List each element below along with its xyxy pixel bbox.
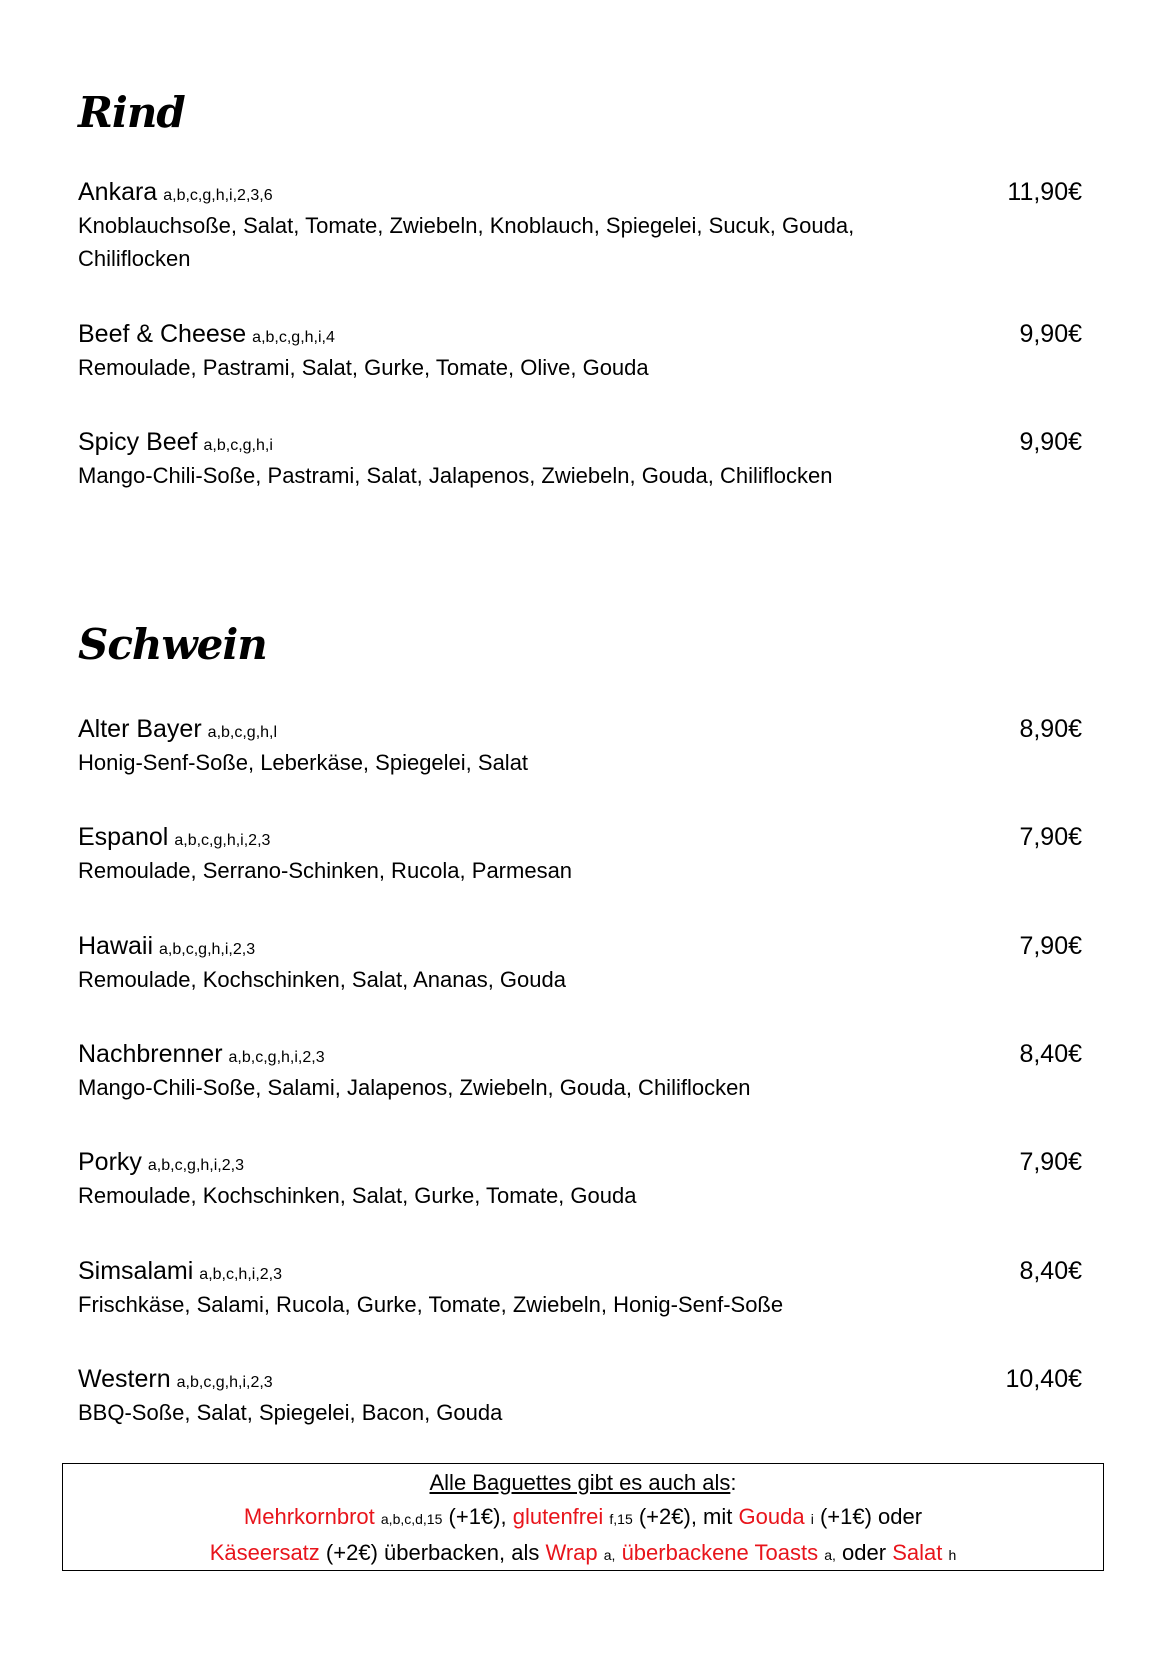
item-allergens: a,b,c,g,h,i,4 [252, 329, 335, 346]
option-salat-allergens: h [948, 1547, 957, 1563]
item-description: Knoblauchsoße, Salat, Tomate, Zwiebeln, Knoblauch, Spiegelei, Sucuk, Gouda, Chiliflocken [78, 213, 855, 271]
option-wrap: Wrap [545, 1540, 598, 1565]
item-name: Nachbrenner [78, 1040, 223, 1068]
menu-item [78, 428, 1082, 492]
menu-item [78, 715, 1082, 779]
option-gouda-price: (+1€) oder [819, 1504, 923, 1529]
item-price: 7,90€ [1019, 932, 1082, 960]
item-price: 9,90€ [1019, 428, 1082, 456]
section-title-rind: Rind [78, 88, 185, 137]
option-mehrkornbrot-price: (+1€), [448, 1504, 507, 1529]
item-description: Remoulade, Pastrami, Salat, Gurke, Tomate, Olive, Gouda [78, 355, 649, 380]
info-heading-colon: : [730, 1470, 737, 1495]
option-wrap-allergens: a, [603, 1547, 616, 1563]
variants-info-box [62, 1463, 1104, 1571]
item-name: Alter Bayer [78, 715, 202, 743]
item-description: Remoulade, Kochschinken, Salat, Ananas, Gouda [78, 967, 566, 992]
item-allergens: a,b,c,g,h,i,2,3 [176, 1374, 273, 1391]
item-allergens: a,b,c,h,i,2,3 [199, 1266, 283, 1283]
option-kaeseersatz-price: (+2€) überbacken, als [325, 1540, 540, 1565]
item-description: Frischkäse, Salami, Rucola, Gurke, Tomate, Zwiebeln, Honig-Senf-Soße [78, 1292, 784, 1317]
option-toasts-allergens: a, [824, 1547, 836, 1563]
option-mehrkornbrot-allergens: a,b,c,d,15 [380, 1511, 443, 1527]
item-allergens: a,b,c,g,h,i,2,3,6 [163, 187, 273, 204]
info-heading-line [63, 1466, 1103, 1500]
menu-item [78, 178, 1082, 275]
option-toasts: überbackene Toasts [621, 1540, 819, 1565]
item-name: Hawaii [78, 932, 154, 960]
info-line-2 [63, 1536, 1103, 1572]
item-allergens: a,b,c,g,h,i,2,3 [228, 1049, 325, 1066]
item-name: Beef & Cheese [78, 320, 247, 348]
item-price: 8,90€ [1019, 715, 1082, 743]
menu-item [78, 320, 1082, 384]
item-name: Espanol [78, 823, 169, 851]
menu-item [78, 823, 1082, 887]
item-description: Mango-Chili-Soße, Salami, Jalapenos, Zwiebeln, Gouda, Chiliflocken [78, 1075, 751, 1100]
section-title-schwein: Schwein [78, 620, 267, 669]
item-allergens: a,b,c,g,h,i [203, 437, 273, 454]
item-description: Remoulade, Kochschinken, Salat, Gurke, Tomate, Gouda [78, 1183, 637, 1208]
item-price: 8,40€ [1019, 1257, 1082, 1285]
item-name: Simsalami [78, 1257, 194, 1285]
item-name: Spicy Beef [78, 428, 198, 456]
option-glutenfrei-allergens: f,15 [609, 1511, 633, 1527]
item-description: Honig-Senf-Soße, Leberkäse, Spiegelei, Salat [78, 750, 529, 775]
item-description: Remoulade, Serrano-Schinken, Rucola, Parmesan [78, 858, 573, 883]
item-price: 7,90€ [1019, 1148, 1082, 1176]
option-mehrkornbrot: Mehrkornbrot [243, 1504, 375, 1529]
item-allergens: a,b,c,g,h,i,2,3 [174, 832, 271, 849]
item-price: 7,90€ [1019, 823, 1082, 851]
item-allergens: a,b,c,g,h,i,2,3 [147, 1157, 244, 1174]
option-glutenfrei-price: (+2€), mit [638, 1504, 733, 1529]
item-description: BBQ-Soße, Salat, Spiegelei, Bacon, Gouda [78, 1400, 503, 1425]
item-price: 11,90€ [1007, 178, 1082, 206]
menu-item [78, 932, 1082, 996]
option-kaeseersatz: Käseersatz [209, 1540, 320, 1565]
option-glutenfrei: glutenfrei [512, 1504, 604, 1529]
info-line-1 [63, 1500, 1103, 1536]
option-gouda-allergens: i [810, 1511, 814, 1527]
menu-item [78, 1148, 1082, 1212]
option-oder: oder [842, 1540, 887, 1565]
menu-item [78, 1040, 1082, 1104]
item-name: Porky [78, 1148, 142, 1176]
info-heading: Alle Baguettes gibt es auch als [429, 1470, 731, 1495]
item-name: Western [78, 1365, 171, 1393]
item-allergens: a,b,c,g,h,i,2,3 [159, 941, 256, 958]
menu-item [78, 1365, 1082, 1429]
item-price: 9,90€ [1019, 320, 1082, 348]
item-name: Ankara [78, 178, 158, 206]
item-allergens: a,b,c,g,h,l [207, 724, 278, 741]
menu-item [78, 1257, 1082, 1321]
option-gouda: Gouda [738, 1504, 805, 1529]
item-description: Mango-Chili-Soße, Pastrami, Salat, Jalapenos, Zwiebeln, Gouda, Chiliflocken [78, 463, 833, 488]
item-price: 10,40€ [1005, 1365, 1082, 1393]
item-price: 8,40€ [1019, 1040, 1082, 1068]
option-salat: Salat [892, 1540, 943, 1565]
